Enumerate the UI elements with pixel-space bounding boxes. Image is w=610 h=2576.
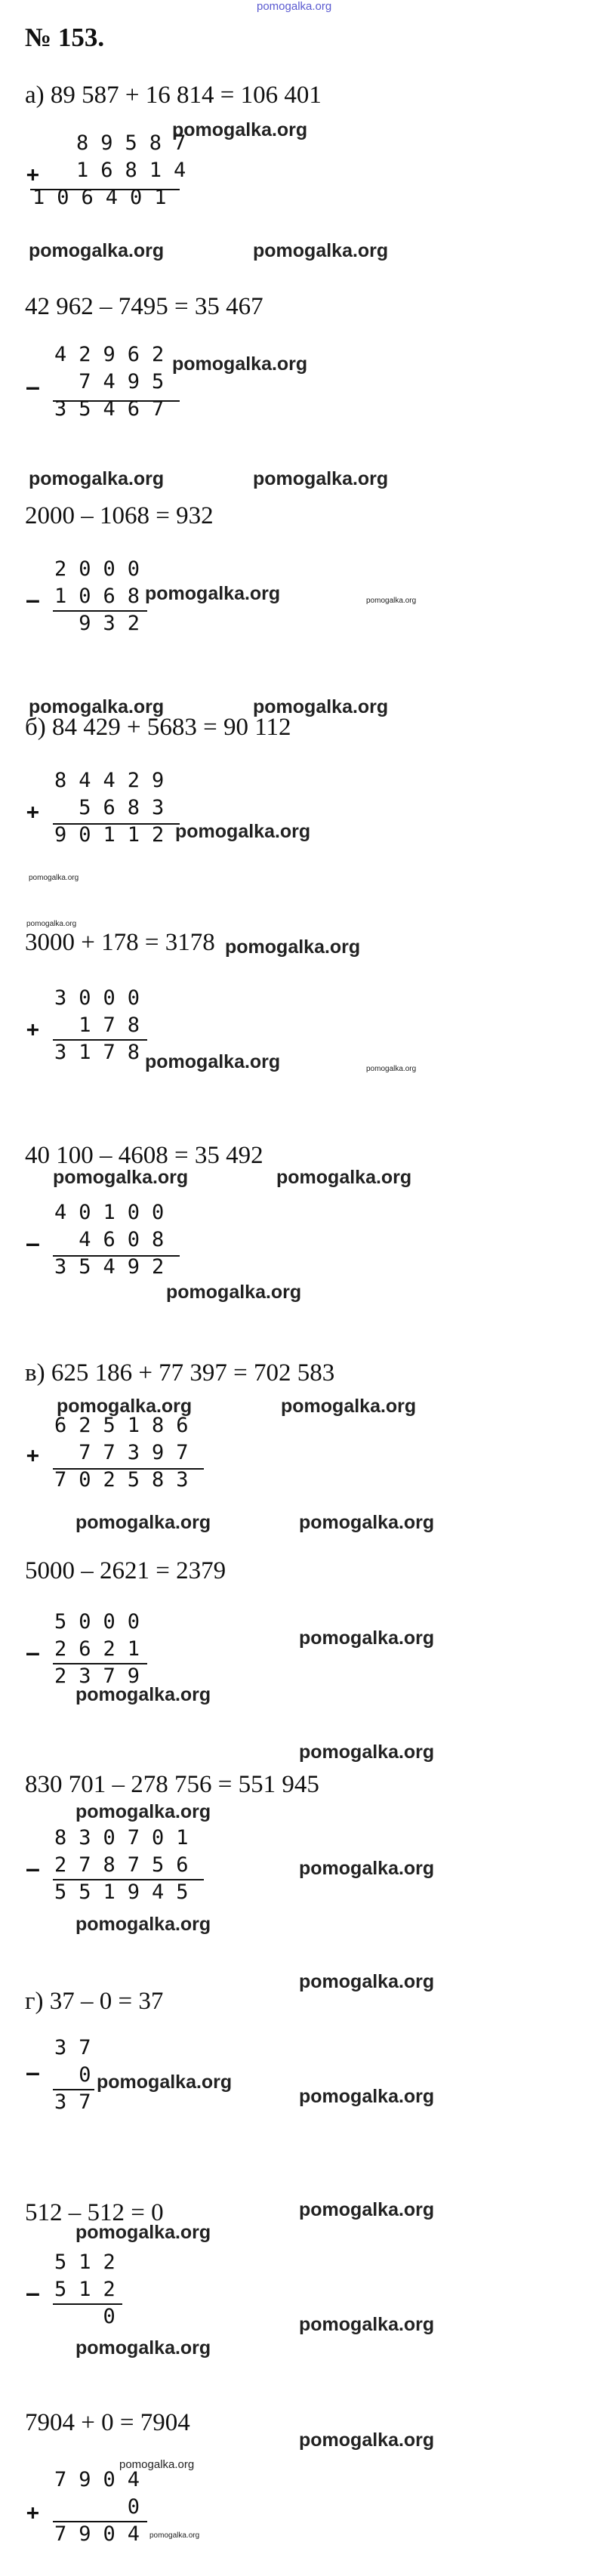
watermark-text: pomogalka.org [57, 1396, 193, 1417]
equation-a2: 42 962 – 7495 = 35 467 [25, 293, 263, 320]
column-calc-b2 [54, 985, 152, 1066]
result-row: 35467 [54, 397, 177, 421]
plus-sign: + [26, 2500, 39, 2525]
minus-sign: – [26, 1231, 39, 1256]
watermark-small: pomogalka.org [149, 2531, 200, 2540]
bottom-operand: 1068 [54, 585, 152, 608]
watermark-small: pomogalka.org [26, 920, 77, 928]
minus-sign: – [26, 2060, 39, 2085]
equation-g3: 7904 + 0 = 7904 [25, 2409, 190, 2436]
watermark-text: pomogalka.org [299, 1512, 435, 1533]
plus-sign: + [26, 1442, 39, 1467]
equation-b1: б) 84 429 + 5683 = 90 112 [25, 714, 291, 741]
plus-sign: + [26, 162, 39, 187]
column-calc-v1 [54, 1412, 201, 1494]
minus-sign: – [26, 375, 39, 400]
result-line [53, 2089, 94, 2090]
column-calc-a1 [32, 130, 199, 211]
watermark-text: pomogalka.org [299, 2199, 435, 2220]
result-line [53, 610, 147, 612]
bottom-operand: 278756 [54, 1853, 201, 1877]
watermark-text: pomogalka.org [175, 821, 311, 842]
watermark-text: pomogalka.org [75, 2222, 211, 2243]
column-calc-v3 [54, 1825, 201, 1906]
top-operand: 7904 [54, 2468, 152, 2491]
watermark-text: pomogalka.org [75, 1914, 211, 1935]
bottom-operand: 16814 [76, 159, 199, 182]
equation-b2: 3000 + 178 = 3178 [25, 929, 215, 956]
top-operand: 84429 [54, 769, 177, 792]
result-row: 551945 [54, 1880, 201, 1904]
minus-sign: – [26, 1640, 39, 1665]
watermark-text: pomogalka.org [253, 696, 389, 717]
column-calc-b3 [54, 1199, 176, 1281]
result-row: 35492 [54, 1255, 177, 1279]
result-row: 3178 [54, 1041, 152, 1064]
watermark-text: pomogalka.org [299, 1741, 435, 1763]
column-calc-g2 [54, 2249, 128, 2331]
column-calc-a2 [54, 341, 176, 423]
result-row: 106401 [32, 186, 179, 209]
watermark-small: pomogalka.org [29, 874, 79, 882]
equation-g2: 512 – 512 = 0 [25, 2199, 164, 2226]
equation-v3: 830 701 – 278 756 = 551 945 [25, 1771, 319, 1798]
result-line [53, 1879, 204, 1880]
top-operand: 40100 [54, 1201, 177, 1224]
watermark-text: pomogalka.org [172, 119, 308, 140]
result-line [53, 1255, 180, 1257]
watermark-text: pomogalka.org [276, 1167, 412, 1188]
top-operand: 625186 [54, 1414, 201, 1437]
equation-a3: 2000 – 1068 = 932 [25, 502, 214, 529]
watermark-text: pomogalka.org [97, 2072, 233, 2093]
result-line [53, 2521, 147, 2522]
result-row: 7904 [54, 2522, 152, 2546]
watermark-text: pomogalka.org [299, 1858, 435, 1879]
equation-b3: 40 100 – 4608 = 35 492 [25, 1142, 263, 1169]
bottom-operand: 77397 [54, 1441, 201, 1464]
result-line [53, 1468, 204, 1470]
equation-v1: в) 625 186 + 77 397 = 702 583 [25, 1359, 335, 1387]
watermark-text: pomogalka.org [299, 2314, 435, 2335]
watermark-text: pomogalka.org [29, 240, 165, 261]
watermark-text: pomogalka.org [75, 2337, 211, 2359]
watermark-text: pomogalka.org [166, 1282, 302, 1303]
watermark-text: pomogalka.org [75, 1801, 211, 1822]
watermark-text: pomogalka.org [225, 936, 361, 958]
watermark-text: pomogalka.org [299, 2429, 435, 2451]
site-watermark-top: pomogalka.org [257, 0, 332, 13]
bottom-operand: 5683 [54, 796, 177, 819]
watermark-text: pomogalka.org [53, 1167, 189, 1188]
watermark-text: pomogalka.org [75, 1684, 211, 1705]
watermark-text: pomogalka.org [145, 583, 281, 604]
column-calc-g3 [54, 2466, 152, 2548]
watermark-text: pomogalka.org [299, 2086, 435, 2107]
plus-sign: + [26, 1017, 39, 1041]
minus-sign: – [26, 2281, 39, 2306]
result-row: 37 [54, 2090, 103, 2114]
watermark-text: pomogalka.org [253, 468, 389, 489]
result-row: 0 [54, 2305, 128, 2328]
watermark-text: pomogalka.org [299, 1971, 435, 1992]
column-calc-g1 [54, 2035, 103, 2116]
minus-sign: – [26, 588, 39, 612]
watermark-text: pomogalka.org [29, 696, 165, 717]
result-line [53, 1663, 147, 1664]
bottom-operand: 7495 [54, 370, 177, 393]
bottom-operand: 512 [54, 2278, 128, 2301]
top-operand: 42962 [54, 343, 177, 366]
result-row: 932 [54, 612, 152, 635]
watermark-text: pomogalka.org [75, 1512, 211, 1533]
result-line [53, 2303, 122, 2305]
top-operand: 5000 [54, 1610, 152, 1634]
top-operand: 37 [54, 2036, 103, 2059]
column-calc-a3 [54, 556, 152, 637]
result-row: 90112 [54, 823, 177, 847]
bottom-operand: 2621 [54, 1637, 152, 1661]
minus-sign: – [26, 1856, 39, 1881]
bottom-operand: 0 [54, 2495, 152, 2519]
top-operand: 830701 [54, 1826, 201, 1849]
plus-sign: + [26, 799, 39, 824]
top-operand: 2000 [54, 557, 152, 581]
watermark-text: pomogalka.org [281, 1396, 417, 1417]
equation-g1: г) 37 – 0 = 37 [25, 1988, 164, 2015]
watermark-text: pomogalka.org [145, 1051, 281, 1072]
watermark-text: pomogalka.org [172, 353, 308, 375]
watermark-text: pomogalka.org [29, 468, 165, 489]
watermark-small: pomogalka.org [366, 597, 417, 605]
watermark-text: pomogalka.org [299, 1627, 435, 1649]
result-row: 2379 [54, 1664, 152, 1688]
bottom-operand: 0 [54, 2063, 103, 2087]
equation-v2: 5000 – 2621 = 2379 [25, 1557, 226, 1584]
top-operand: 89587 [76, 131, 199, 155]
top-operand: 512 [54, 2251, 128, 2274]
equation-a1: а) 89 587 + 16 814 = 106 401 [25, 82, 322, 109]
column-calc-v2 [54, 1609, 152, 1690]
problem-number: № 153. [25, 23, 105, 52]
result-line [53, 1039, 147, 1041]
bottom-operand: 178 [54, 1013, 152, 1037]
watermark-small: pomogalka.org [119, 2458, 195, 2471]
result-row: 702583 [54, 1468, 201, 1492]
watermark-small: pomogalka.org [366, 1065, 417, 1073]
column-calc-b1 [54, 767, 176, 849]
result-line [53, 823, 180, 825]
watermark-text: pomogalka.org [253, 240, 389, 261]
result-line [30, 189, 180, 190]
result-line [53, 400, 180, 402]
top-operand: 3000 [54, 986, 152, 1010]
bottom-operand: 4608 [54, 1228, 177, 1251]
